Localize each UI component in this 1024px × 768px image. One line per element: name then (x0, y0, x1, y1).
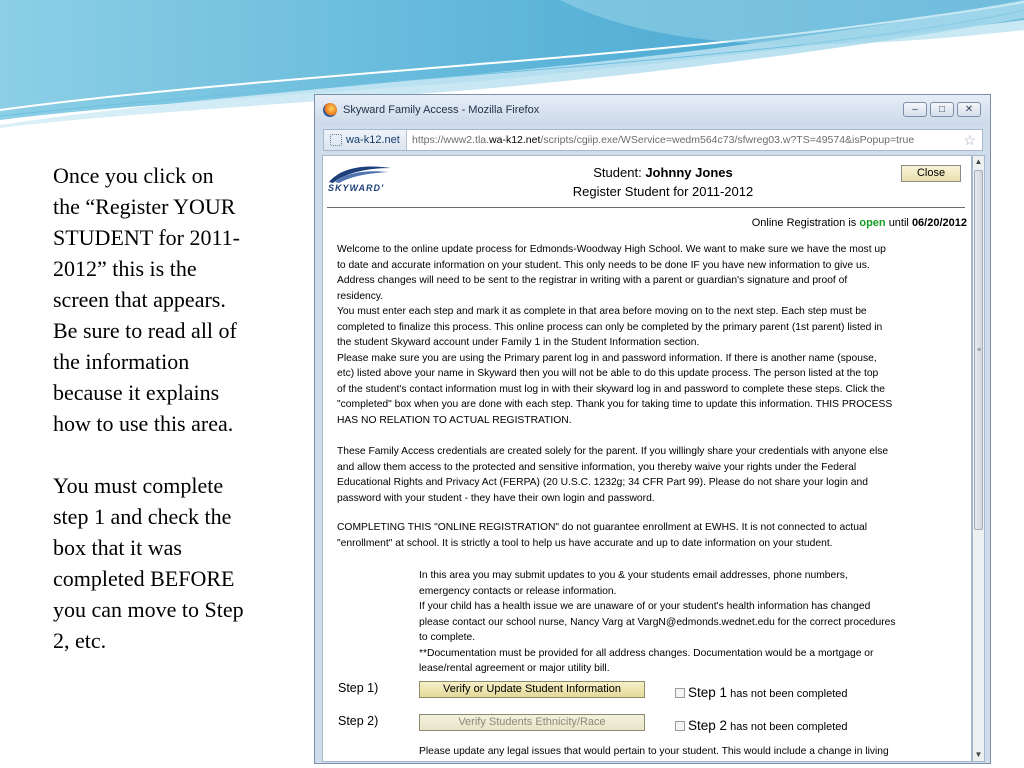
slide-text-line: Be sure to read all of (53, 318, 237, 343)
step2-checkbox[interactable] (675, 721, 685, 731)
close-window-button[interactable]: ✕ (957, 102, 981, 117)
page-content (322, 155, 972, 762)
text-line: HAS NO RELATION TO ACTUAL REGISTRATION. (337, 414, 572, 426)
slide-text-line: how to use this area. (53, 411, 234, 436)
close-button[interactable]: Close (901, 165, 961, 182)
text-line: and allow them access to the protected and sensitive information, you thereby waive your rights under the Federal (337, 461, 857, 473)
text-line: These Family Access credentials are created solely for the parent. If you willingly share your credentials with anyone else (337, 446, 889, 457)
maximize-button[interactable]: □ (930, 102, 954, 117)
skyward-swoosh-icon (327, 162, 393, 184)
site-badge-label: wa-k12.net (346, 134, 400, 146)
minimize-button[interactable]: – (903, 102, 927, 117)
site-identity-badge[interactable] (324, 130, 407, 150)
text-line: "completed" box when you are done with each step. Thank you for taking time to update this information. THIS PROCESS (337, 399, 893, 410)
legal-issues-text: Please update any legal issues that would pertain to your student. This would include a change in living (419, 746, 889, 757)
step2-status-prefix: Step 2 (688, 718, 728, 733)
url-domain: wa-k12.net (489, 134, 541, 146)
slide-paragraph-2 (53, 470, 298, 656)
student-label: Student: (593, 165, 642, 180)
text-line: "enrollment" at school. It is strictly a tool to help us have accurate and up to date information on your student. (337, 537, 833, 549)
text-line: etc) listed above your name in Skyward then you will not be able to do this update process. The person listed at the top (337, 368, 879, 379)
step1-checkbox[interactable] (675, 688, 685, 698)
text-line: please contact our school nurse, Nancy Varg at VargN@edmonds.wednet.edu for the correct procedures (419, 616, 896, 628)
text-line: of the student's contact information must log in with their skyward log in and password to complete these steps. Click the (337, 383, 885, 395)
firefox-icon (323, 103, 337, 117)
scroll-thumb[interactable] (974, 170, 983, 530)
slide-text-line: you can move to Step (53, 597, 244, 622)
open-until: until (888, 217, 909, 229)
step2-status[interactable] (675, 718, 848, 733)
slide-text-line: Once you click on (53, 163, 214, 188)
text-line: Address changes will need to be sent to the registrar in writing with a parent or guardian's signature and proof of (337, 275, 848, 286)
step2-status-suffix: has not been completed (730, 721, 848, 733)
open-prefix: Online Registration is (751, 217, 857, 229)
scroll-down-arrow-icon[interactable]: ▼ (974, 750, 983, 759)
text-line: the student Skyward account under Family 1 in the Student Information section. (337, 337, 700, 348)
window-title: Skyward Family Access - Mozilla Firefox (343, 104, 540, 116)
open-status-word: open (859, 217, 886, 229)
text-line: emergency contacts or release information. (419, 585, 617, 597)
slide-text-line: STUDENT for 2011- (53, 225, 240, 250)
slide-paragraph-1 (53, 160, 298, 439)
text-line: lease/rental agreement or major utility bill. (419, 663, 610, 674)
text-line: Please make sure you are using the Primary parent log in and password information. If there is another name (spouse, (337, 352, 877, 364)
site-globe-icon (330, 134, 342, 146)
slide-text-line: because it explains (53, 380, 220, 405)
step2-label: Step 2) (338, 714, 379, 728)
text-line: If your child has a health issue we are unaware of or your student's health information has changed (419, 601, 871, 612)
slide-text-line: You must complete (53, 473, 224, 498)
slide-text-line: the information (53, 349, 190, 374)
student-name: Johnny Jones (645, 165, 733, 180)
slide-text-line: box that it was (53, 535, 182, 560)
slide-text-line: the “Register YOUR (53, 194, 236, 219)
url-suffix: /scripts/cgiip.exe/WService=wedm564c73/sfwreg03.w?TS=49574&isPopup=true (540, 134, 915, 146)
text-line: You must enter each step and mark it as complete in that area before moving on to the next step. Each step must be (337, 306, 867, 317)
text-line: to complete. (419, 632, 476, 643)
credentials-paragraph (337, 444, 967, 506)
window-titlebar[interactable] (315, 95, 990, 125)
completing-paragraph (337, 520, 967, 551)
step1-status[interactable] (675, 685, 848, 700)
step1-label: Step 1) (338, 681, 379, 695)
browser-window (314, 94, 991, 764)
text-line: password with your student - they have their own login and password. (337, 492, 655, 504)
close-date: 06/20/2012 (911, 217, 967, 229)
header-divider (327, 207, 965, 208)
welcome-paragraph (337, 242, 967, 428)
scroll-up-arrow-icon[interactable]: ▲ (974, 157, 983, 166)
vertical-scrollbar[interactable] (972, 155, 985, 762)
text-line: Welcome to the online update process for Edmonds-Woodway High School. We want to make sure we have the most up (337, 244, 886, 255)
text-line: residency. (337, 290, 384, 302)
text-line: Educational Rights and Privacy Act (FERPA) (20 U.S.C. 1232g; 34 CFR Part 99). Please do not share your login and (337, 477, 868, 488)
step1-status-prefix: Step 1 (688, 685, 728, 700)
url-text[interactable] (412, 130, 914, 150)
url-prefix: https://www2.tla. (412, 134, 490, 146)
slide-text-line: step 1 and check the (53, 504, 232, 529)
text-line: **Documentation must be provided for all address changes. Documentation would be a mortgage or (419, 647, 874, 659)
register-title: Register Student for 2011-2012 (572, 184, 754, 199)
slide-text-line: 2012” this is the (53, 256, 197, 281)
text-line: completed to finalize this process. This online process can only be completed by the primary parent (1st parent) listed in (337, 321, 883, 333)
slide-body-text (53, 160, 298, 687)
slide-text-line: completed BEFORE (53, 566, 235, 591)
slide-text-line: screen that appears. (53, 287, 226, 312)
step1-info-text (419, 568, 964, 677)
student-heading (523, 165, 803, 180)
text-line: COMPLETING THIS "ONLINE REGISTRATION" do not guarantee enrollment at EWHS. It is not connected to actual (337, 522, 867, 533)
step1-status-suffix: has not been completed (730, 688, 848, 700)
slide-text-line: 2, etc. (53, 628, 107, 653)
verify-ethnicity-button[interactable]: Verify Students Ethnicity/Race (419, 714, 645, 731)
text-line: to date and accurate information on your student. This only needs to be done IF you have new information to give us. (337, 259, 870, 271)
registration-status (752, 217, 967, 229)
bookmark-star-icon[interactable]: ☆ (963, 132, 976, 148)
logo-text: SKYWARD' (328, 183, 385, 193)
address-bar[interactable] (323, 129, 983, 151)
text-line: In this area you may submit updates to you & your students email addresses, phone numbers, (419, 570, 848, 581)
verify-student-info-button[interactable]: Verify or Update Student Information (419, 681, 645, 698)
scroll-grip-icon: ≡ (977, 347, 982, 354)
skyward-logo (327, 162, 393, 192)
